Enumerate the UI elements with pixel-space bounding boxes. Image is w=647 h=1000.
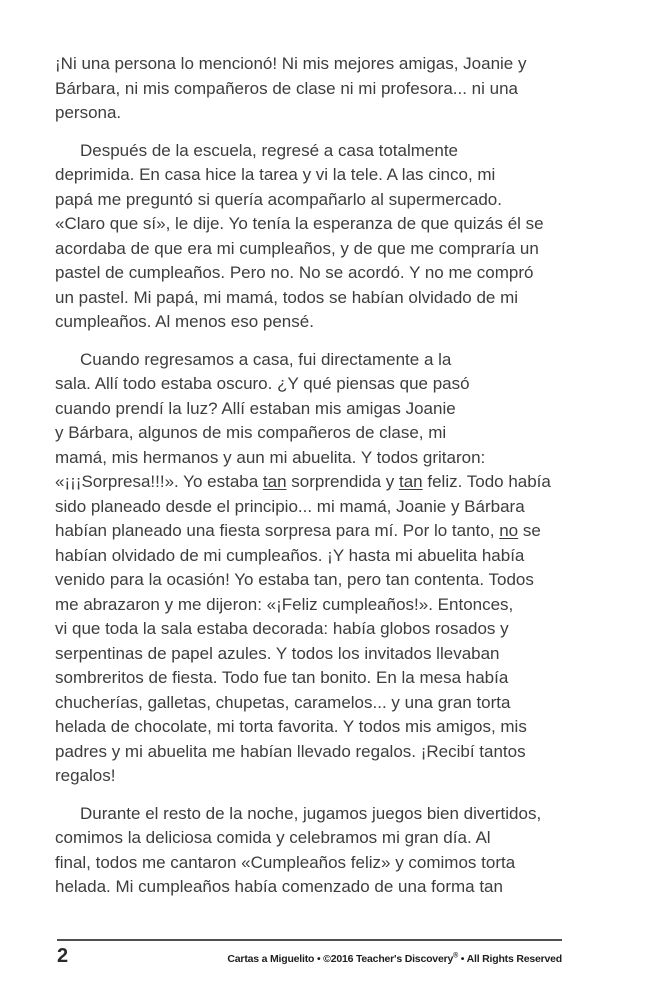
text-line [55, 52, 600, 77]
story-text [55, 52, 600, 900]
text-line [55, 826, 600, 851]
text-segment: helada de chocolate, mi torta favorita. Y todos mis amigos, mis [55, 717, 527, 736]
text-segment: final, todos me cantaron «Cumpleaños feliz» y comimos torta [55, 852, 516, 872]
text-line [55, 593, 600, 618]
text-line [55, 642, 600, 667]
text-segment: Bárbara, ni mis compañeros de clase ni mi profesora... ni una [55, 78, 519, 98]
footer-rights-text: • All Rights Reserved [458, 953, 562, 965]
text-segment: feliz. Todo había [422, 472, 551, 491]
paragraph [55, 52, 600, 126]
text-segment: persona. [55, 103, 122, 122]
footer-credits [227, 952, 562, 966]
text-segment: Cuando regresamos a casa, fui directamente a la [80, 349, 452, 369]
text-segment: un pastel. Mi papá, mi mamá, todos se habían olvidado de mi [55, 287, 519, 307]
text-line [55, 237, 600, 262]
underlined-word: tan [399, 472, 423, 491]
text-segment: se [518, 521, 541, 540]
text-segment: me abrazaron y me dijeron: «¡Feliz cumpleaños!». Entonces, [55, 594, 514, 614]
text-segment: ¡Ni una persona lo mencionó! Ni mis mejores amigas, Joanie y [55, 54, 527, 73]
text-segment: Durante el resto de la noche, jugamos juegos bien divertidos, [80, 803, 542, 823]
paragraph [55, 802, 600, 900]
text-segment: chucherías, galletas, chupetas, caramelos... y una gran torta [55, 692, 511, 712]
text-segment: sala. Allí todo estaba oscuro. ¿Y qué piensas que pasó [55, 374, 470, 393]
text-line [55, 691, 600, 716]
text-line [55, 495, 600, 520]
text-line [55, 212, 600, 237]
text-segment: cumpleaños. Al menos eso pensé. [55, 312, 314, 331]
text-segment: papá me preguntó si quería acompañarlo al supermercado. [55, 189, 502, 209]
text-segment: acordaba de que era mi cumpleaños, y de que me compraría un [55, 238, 539, 258]
text-line [55, 372, 600, 397]
text-line [55, 764, 600, 789]
text-segment: cuando prendí la luz? Allí estaban mis amigas Joanie [55, 398, 456, 418]
text-segment: y Bárbara, algunos de mis compañeros de clase, mi [55, 423, 447, 442]
text-line [55, 188, 600, 213]
text-line [55, 519, 600, 544]
text-line [55, 470, 600, 495]
text-segment: sido planeado desde el principio... mi mamá, Joanie y Bárbara [55, 496, 525, 516]
footer-divider [57, 939, 562, 941]
text-line [55, 139, 600, 164]
text-segment: padres y mi abuelita me habían llevado regalos. ¡Recibí tantos [55, 741, 526, 761]
underlined-word: no [499, 521, 519, 540]
text-segment: deprimida. En casa hice la tarea y vi la tele. A las cinco, mi [55, 165, 496, 184]
page-footer [57, 939, 562, 967]
text-line [55, 446, 600, 471]
text-segment: vi que toda la sala estaba decorada: había globos rosados y [55, 619, 509, 638]
text-line [55, 310, 600, 335]
text-line [55, 348, 600, 373]
footer-row [57, 945, 562, 967]
text-line [55, 666, 600, 691]
text-segment: pastel de cumpleaños. Pero no. No se acordó. Y no me compró [55, 263, 534, 282]
text-line [55, 851, 600, 876]
text-line [55, 261, 600, 286]
text-line [55, 397, 600, 422]
text-line [55, 617, 600, 642]
registered-trademark-mark: ® [453, 952, 459, 960]
text-segment: venido para la ocasión! Yo estaba tan, pero tan contenta. Todos [55, 570, 534, 589]
text-segment: mamá, mis hermanos y aun mi abuelita. Y todos gritaron: [55, 447, 486, 467]
text-line [55, 421, 600, 446]
text-line [55, 715, 600, 740]
text-segment: habían olvidado de mi cumpleaños. ¡Y hasta mi abuelita había [55, 545, 525, 565]
text-segment: regalos! [55, 766, 116, 785]
text-segment: helada. Mi cumpleaños había comenzado de una forma tan [55, 877, 503, 896]
paragraph [55, 139, 600, 335]
text-line [55, 101, 600, 126]
text-segment: Después de la escuela, regresé a casa totalmente [80, 140, 459, 160]
text-line [55, 568, 600, 593]
text-line [55, 77, 600, 102]
text-segment: «¡¡¡Sorpresa!!!». Yo estaba [55, 472, 263, 491]
text-segment: habían planeado una fiesta sorpresa para mí. Por lo tanto, [55, 521, 500, 540]
page-number: 2 [57, 945, 69, 967]
text-segment: sombreritos de fiesta. Todo fue tan bonito. En la mesa había [55, 668, 509, 687]
text-line [55, 802, 600, 827]
footer-credits-text: Cartas a Miguelito • ©2016 Teacher's Discovery [227, 953, 454, 965]
text-segment: «Claro que sí», le dije. Yo tenía la esperanza de que quizás él se [55, 214, 544, 233]
text-line [55, 740, 600, 765]
text-line [55, 163, 600, 188]
text-line [55, 875, 600, 900]
text-line [55, 544, 600, 569]
text-segment: serpentinas de papel azules. Y todos los invitados llevaban [55, 643, 500, 663]
text-segment: comimos la deliciosa comida y celebramos mi gran día. Al [55, 828, 491, 847]
underlined-word: tan [262, 472, 287, 491]
paragraph [55, 348, 600, 789]
text-line [55, 286, 600, 311]
text-segment: sorprendida y [286, 472, 399, 491]
